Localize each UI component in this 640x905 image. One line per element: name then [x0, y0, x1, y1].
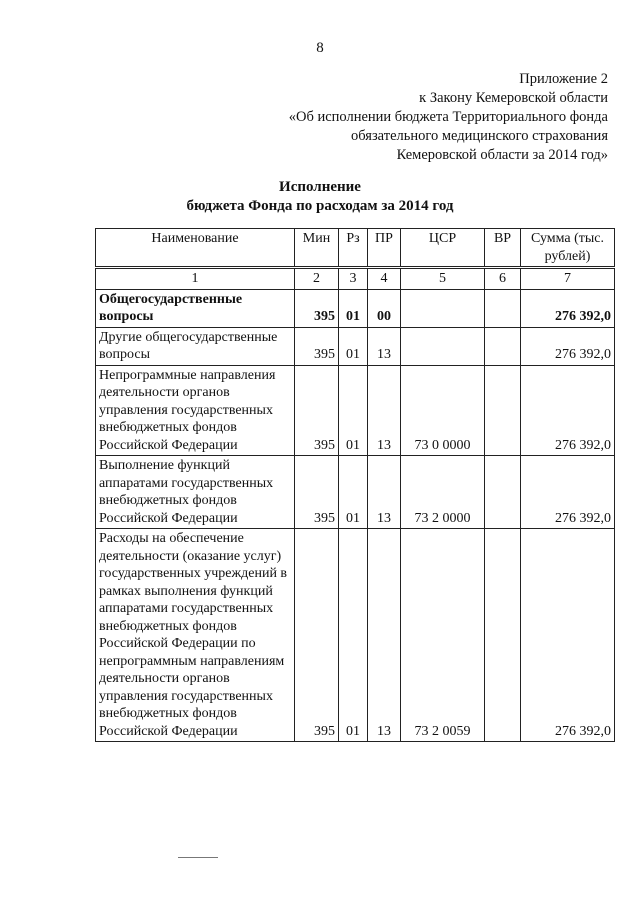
appendix-header	[289, 70, 608, 165]
row-rz: 01	[339, 365, 368, 456]
row-vr	[485, 365, 521, 456]
table-row	[96, 529, 615, 742]
row-rz: 01	[339, 289, 368, 327]
row-pr: 00	[368, 289, 401, 327]
page-number: 8	[316, 40, 324, 56]
row-pr: 13	[368, 529, 401, 742]
col-number: 6	[485, 268, 521, 290]
col-number: 4	[368, 268, 401, 290]
row-vr	[485, 529, 521, 742]
row-rz: 01	[339, 456, 368, 529]
row-csr: 73 2 0000	[401, 456, 485, 529]
row-min: 395	[295, 365, 339, 456]
row-vr	[485, 289, 521, 327]
table-row	[96, 289, 615, 327]
col-number: 3	[339, 268, 368, 290]
row-min: 395	[295, 529, 339, 742]
row-csr	[401, 289, 485, 327]
row-min: 395	[295, 289, 339, 327]
row-name: Выполнение функций аппаратами государственных внебюджетных фондов Российской Федерации	[96, 456, 295, 529]
title-line-1: Исполнение	[279, 179, 361, 195]
row-sum: 276 392,0	[521, 456, 615, 529]
row-name: Общегосударственные вопросы	[96, 289, 295, 327]
table-row	[96, 365, 615, 456]
row-rz: 01	[339, 327, 368, 365]
row-min: 395	[295, 327, 339, 365]
document-title	[0, 178, 640, 216]
appendix-line: Кемеровской области за 2014 год»	[396, 147, 608, 163]
budget-table	[95, 228, 615, 742]
appendix-line: «Об исполнении бюджета Территориального фонда	[288, 109, 608, 125]
header-pr: ПР	[368, 229, 401, 268]
col-number: 2	[295, 268, 339, 290]
row-pr: 13	[368, 327, 401, 365]
row-sum: 276 392,0	[521, 529, 615, 742]
row-sum: 276 392,0	[521, 289, 615, 327]
header-csr: ЦСР	[401, 229, 485, 268]
row-csr: 73 2 0059	[401, 529, 485, 742]
row-name: Расходы на обеспечение деятельности (оказание услуг) государственных учреждений в рамках выполнения функций аппаратами государственных внебюджетных фондов Российской Федерации по непрограммным направлениям деятельности органов управления государственных внебюджетных фондов Российской Федерации	[96, 529, 295, 742]
row-name: Непрограммные направления деятельности органов управления государственных внебюджетных фондов Российской Федерации	[96, 365, 295, 456]
header-rz: Рз	[339, 229, 368, 268]
header-row	[96, 229, 615, 268]
row-vr	[485, 327, 521, 365]
appendix-line: Приложение 2	[519, 71, 608, 87]
col-number: 5	[401, 268, 485, 290]
table-row	[96, 456, 615, 529]
row-sum: 276 392,0	[521, 327, 615, 365]
row-pr: 13	[368, 456, 401, 529]
title-line-2: бюджета Фонда по расходам за 2014 год	[186, 198, 454, 214]
appendix-line: к Закону Кемеровской области	[419, 90, 608, 106]
header-vr: ВР	[485, 229, 521, 268]
row-pr: 13	[368, 365, 401, 456]
row-vr	[485, 456, 521, 529]
row-rz: 01	[339, 529, 368, 742]
row-csr	[401, 327, 485, 365]
header-name: Наименование	[96, 229, 295, 268]
appendix-line: обязательного медицинского страхования	[351, 128, 608, 144]
row-csr: 73 0 0000	[401, 365, 485, 456]
row-min: 395	[295, 456, 339, 529]
row-sum: 276 392,0	[521, 365, 615, 456]
col-number: 7	[521, 268, 615, 290]
numbering-row	[96, 268, 615, 290]
footer-divider	[178, 857, 218, 858]
row-name: Другие общегосударственные вопросы	[96, 327, 295, 365]
header-min: Мин	[295, 229, 339, 268]
header-sum: Сумма (тыс. рублей)	[521, 229, 615, 268]
col-number: 1	[96, 268, 295, 290]
table-row	[96, 327, 615, 365]
